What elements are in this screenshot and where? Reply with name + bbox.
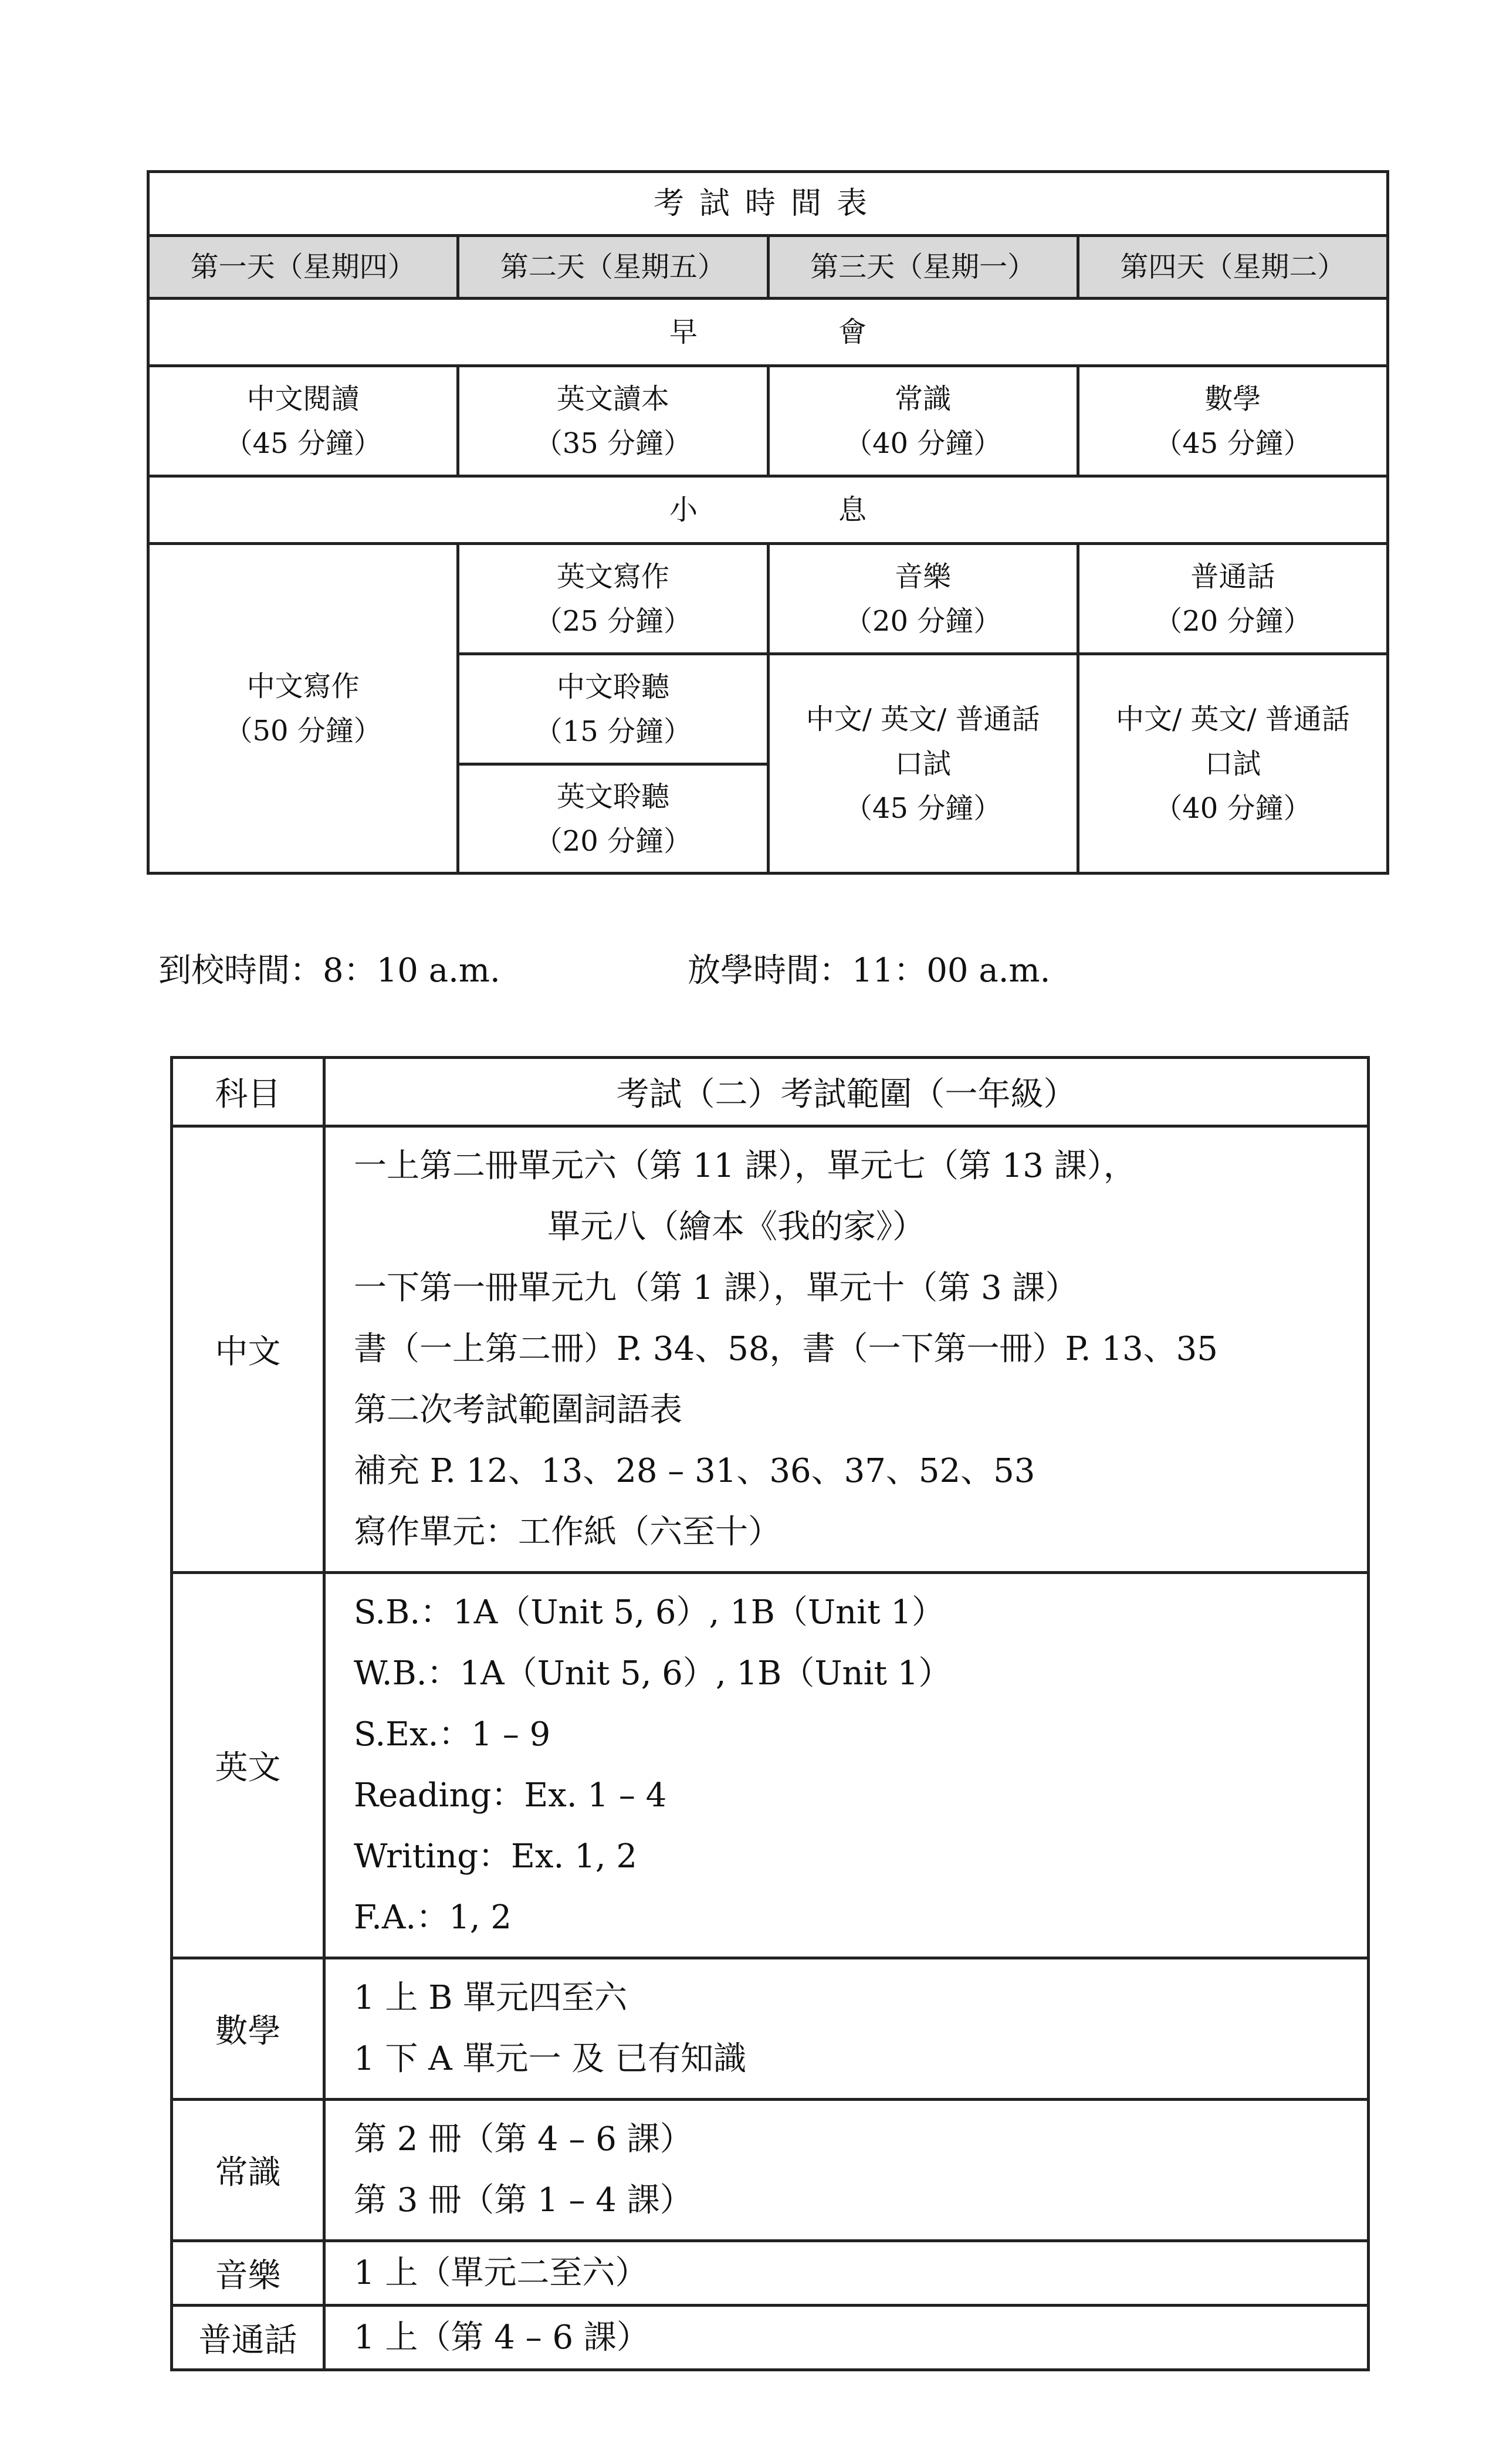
- subject-name: 中文寫作: [246, 669, 360, 703]
- session2-day3: [768, 544, 1078, 654]
- subject-music: 音樂: [172, 2241, 324, 2306]
- assembly-char-1: 早: [669, 316, 698, 348]
- session1-day1: [148, 366, 458, 476]
- subject-general-studies: 常識: [172, 2100, 324, 2241]
- scope-general-studies: [324, 2100, 1369, 2241]
- scope-line: 書（一上第二冊）P. 34、58，書（一下第一冊）P. 13、35: [354, 1330, 1218, 1368]
- session1-day2: [458, 366, 768, 476]
- scope-line: 第 2 冊（第 4 – 6 課）: [354, 2120, 693, 2158]
- exam-scope-table: [170, 1056, 1370, 2371]
- scope-line: Writing：Ex. 1, 2: [354, 1837, 637, 1876]
- scope-header-title: 考試（二）考試範圍（一年級）: [324, 1058, 1369, 1126]
- duration: （15 分鐘）: [534, 715, 692, 748]
- recess-char-2: 息: [838, 493, 867, 526]
- dismissal-time: 放學時間：11：00 a.m.: [688, 952, 1051, 990]
- scope-line: 補充 P. 12、13、28 – 31、36、37、52、53: [354, 1452, 1035, 1490]
- scope-line: 一上第二冊單元六（第 11 課），單元七（第 13 課），: [354, 1147, 1136, 1185]
- scope-line: 1 下 A 單元一 及 已有知識: [354, 2040, 747, 2078]
- scope-line: 寫作單元：工作紙（六至十）: [354, 1513, 781, 1551]
- recess-char-1: 小: [669, 493, 698, 526]
- oral-label: 口試: [895, 747, 952, 780]
- subject-chinese: 中文: [172, 1126, 324, 1573]
- session2-day2-english-listening: [458, 764, 768, 874]
- scope-music: [324, 2241, 1369, 2306]
- session1-day3: [768, 366, 1078, 476]
- session2-day4: [1078, 544, 1387, 654]
- duration: （45 分鐘）: [844, 791, 1002, 825]
- oral-subjects: 中文/ 英文/ 普通話: [805, 702, 1040, 736]
- scope-line: 一下第一冊單元九（第 1 課），單元十（第 3 課）: [354, 1269, 1078, 1307]
- assembly-char-2: 會: [838, 316, 867, 348]
- scope-line: 1 上（第 4 – 6 課）: [354, 2318, 649, 2357]
- oral-day3: [768, 654, 1078, 874]
- subject-name: 數學: [1204, 382, 1261, 415]
- scope-line: 第二次考試範圍詞語表: [354, 1391, 682, 1429]
- duration: （40 分鐘）: [1154, 791, 1312, 825]
- timetable-title: 考試時間表: [148, 172, 1388, 236]
- day-2-header: 第二天（星期五）: [458, 236, 768, 299]
- school-times: [158, 945, 1390, 997]
- scope-line: 單元八（繪本《我的家》）: [547, 1208, 925, 1246]
- exam-timetable: [147, 170, 1389, 875]
- session2-day2-chinese-listening: [458, 654, 768, 764]
- subject-math: 數學: [172, 1958, 324, 2100]
- duration: （25 分鐘）: [534, 604, 692, 638]
- subject-name: 普通話: [1190, 560, 1275, 593]
- subject-name: 英文讀本: [556, 382, 669, 415]
- session2-day1: [148, 544, 458, 874]
- recess-row: [148, 476, 1388, 544]
- subject-name: 音樂: [895, 560, 952, 593]
- session1-day4: [1078, 366, 1387, 476]
- duration: （45 分鐘）: [224, 427, 382, 460]
- scope-math: [324, 1958, 1369, 2100]
- subject-putonghua: 普通話: [172, 2306, 324, 2370]
- oral-day4: [1078, 654, 1387, 874]
- session2-day2-writing: [458, 544, 768, 654]
- scope-english: [324, 1573, 1369, 1958]
- day-1-header: 第一天（星期四）: [148, 236, 458, 299]
- scope-line: S.Ex.：1 – 9: [354, 1715, 551, 1754]
- scope-line: 1 上（單元二至六）: [354, 2253, 648, 2292]
- scope-line: Reading：Ex. 1 – 4: [354, 1776, 667, 1815]
- subject-english: 英文: [172, 1573, 324, 1958]
- oral-subjects: 中文/ 英文/ 普通話: [1115, 702, 1350, 736]
- duration: （45 分鐘）: [1154, 427, 1312, 460]
- duration: （40 分鐘）: [844, 427, 1002, 460]
- oral-label: 口試: [1204, 747, 1261, 780]
- scope-line: 1 上 B 單元四至六: [354, 1979, 628, 2017]
- day-3-header: 第三天（星期一）: [768, 236, 1078, 299]
- scope-line: 第 3 冊（第 1 – 4 課）: [354, 2181, 693, 2219]
- subject-name: 英文寫作: [556, 560, 669, 593]
- scope-header-subject: 科目: [172, 1058, 324, 1126]
- day-4-header: 第四天（星期二）: [1078, 236, 1387, 299]
- assembly-row: [148, 299, 1388, 366]
- scope-line: S.B.：1A（Unit 5, 6）, 1B（Unit 1）: [354, 1593, 945, 1632]
- scope-line: F.A.：1, 2: [354, 1898, 512, 1937]
- scope-chinese: [324, 1126, 1369, 1573]
- arrival-time: 到校時間：8：10 a.m.: [158, 952, 500, 990]
- subject-name: 英文聆聽: [556, 780, 669, 813]
- scope-putonghua: [324, 2306, 1369, 2370]
- scope-line: W.B.：1A（Unit 5, 6）, 1B（Unit 1）: [354, 1654, 952, 1693]
- subject-name: 中文閱讀: [246, 382, 360, 415]
- duration: （50 分鐘）: [224, 714, 382, 747]
- duration: （35 分鐘）: [534, 427, 692, 460]
- duration: （20 分鐘）: [844, 604, 1002, 638]
- subject-name: 中文聆聽: [556, 670, 669, 703]
- duration: （20 分鐘）: [1154, 604, 1312, 638]
- subject-name: 常識: [895, 382, 952, 415]
- duration: （20 分鐘）: [534, 824, 692, 858]
